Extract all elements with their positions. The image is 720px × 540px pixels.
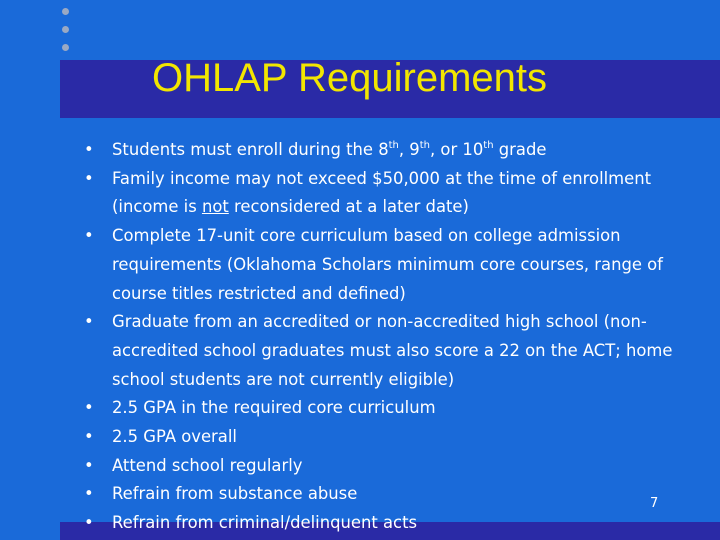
bullet-item: • 2.5 GPA in the required core curriculum (82, 394, 702, 423)
bullet-item: • Complete 17-unit core curriculum based on college admission requirements (Oklahoma Scholars minimum core courses, range of course titles restricted and defined) (82, 222, 702, 308)
bullet-glyph: • (84, 484, 94, 504)
requirements-list (82, 136, 702, 538)
bullet-glyph: • (84, 226, 94, 246)
bullet-item: • Refrain from substance abuse (82, 480, 702, 509)
bullet-item: • Family income may not exceed $50,000 at the time of enrollment (income is not reconsidered at a later date) (82, 165, 702, 222)
bullet-glyph: • (84, 427, 94, 447)
bullet-item: • Refrain from criminal/delinquent acts (82, 509, 702, 538)
page-number: 7 (650, 496, 659, 511)
bullet-item: • Graduate from an accredited or non-accredited high school (non-accredited school graduates must also score a 22 on the ACT; home school students are not currently eligible) (82, 308, 702, 394)
bullet-item: • Attend school regularly (82, 452, 702, 481)
decorative-dot (62, 26, 69, 33)
bullet-glyph: • (84, 168, 94, 188)
decorative-dot (62, 44, 69, 51)
bullet-glyph: • (84, 513, 94, 533)
bullet-glyph: • (84, 140, 94, 159)
bullet-item: • Students must enroll during the 8th, 9th, or 10th grade (82, 136, 702, 165)
decorative-dot (62, 8, 69, 15)
bullet-glyph: • (84, 312, 94, 332)
underlined-word: not (201, 197, 229, 217)
slide-title: OHLAP Requirements (152, 56, 547, 100)
bullet-glyph: • (84, 455, 94, 475)
bullet-item: • 2.5 GPA overall (82, 423, 702, 452)
bullet-glyph: • (84, 398, 94, 418)
